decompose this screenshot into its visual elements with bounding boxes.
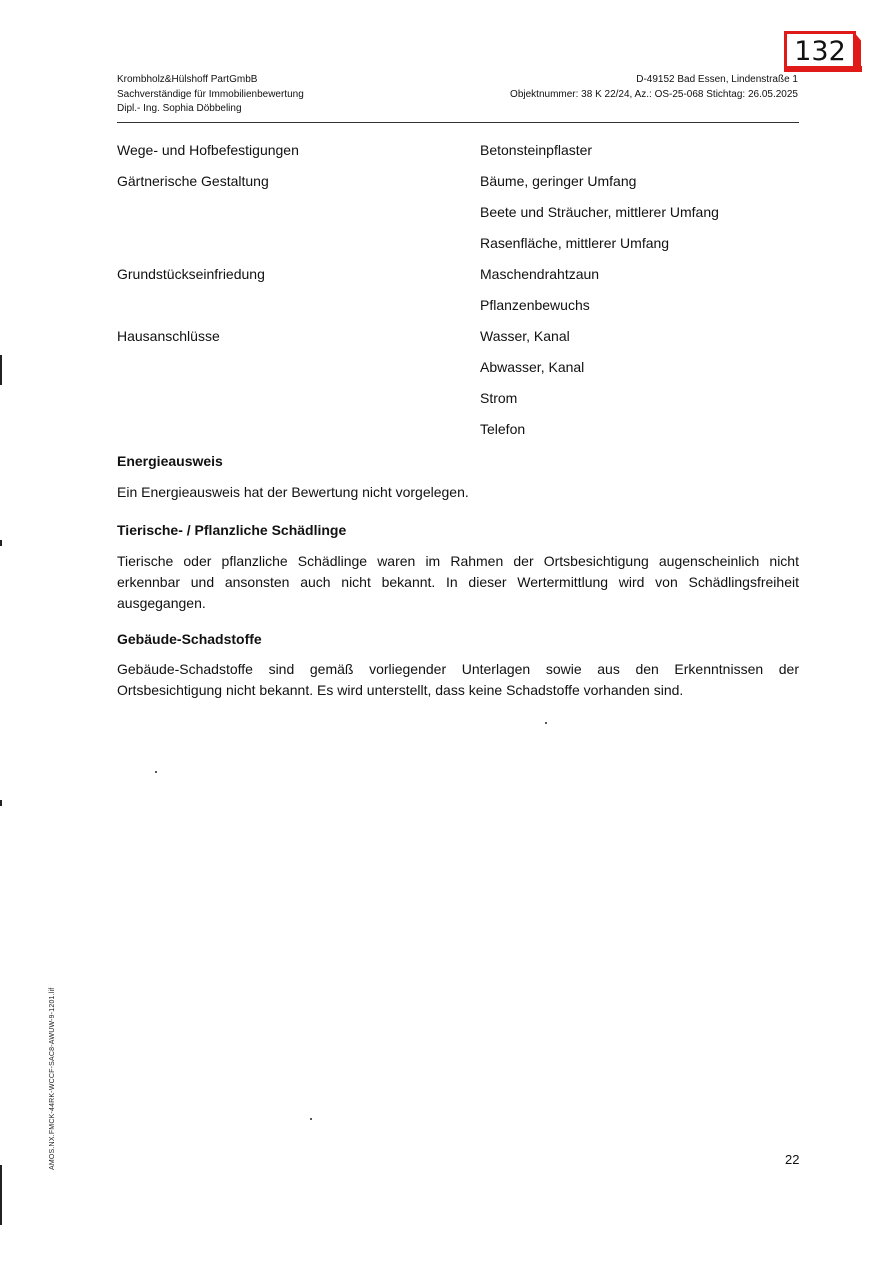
firm-subtitle: Sachverständige für Immobilienbewertung — [117, 88, 304, 100]
header-object-block — [510, 73, 798, 102]
scan-edge-mark — [0, 355, 2, 385]
scan-speck — [310, 1118, 312, 1120]
feature-label: Grundstückseinfriedung — [117, 266, 265, 282]
feature-value: Pflanzenbewuchs — [480, 297, 590, 313]
scan-edge-mark — [0, 1165, 2, 1225]
feature-value: Maschendrahtzaun — [480, 266, 600, 282]
scan-speck — [545, 722, 547, 724]
object-reference: Objektnummer: 38 K 22/24, Az.: OS-25-068 Stichtag: 26.05.2025 — [510, 88, 798, 100]
feature-value: Beete und Sträucher, mittlerer Umfang — [480, 204, 719, 220]
header-divider — [117, 122, 799, 123]
feature-value: Wasser, Kanal — [480, 328, 570, 344]
page-number: 22 — [785, 1152, 800, 1167]
section-heading-energy: Energieausweis — [117, 453, 223, 469]
section-text-pests: Tierische oder pflanzliche Schädlinge waren im Rahmen der Ortsbesichtigung augenscheinlich nicht erkennbar und ansonsten auch nicht bekannt. In dieser Wertermittlung wird von Schädlingsfreiheit ausgegangen. — [117, 553, 799, 611]
section-heading-pests: Tierische- / Pflanzliche Schädlinge — [117, 522, 347, 538]
document-id-code: AMOS.NX.FMCK-44RK-WCCF-SAC8-AWUW-9-1201.lif — [49, 987, 56, 1170]
scan-edge-mark — [0, 800, 2, 806]
section-text-pollutants: Gebäude-Schadstoffe sind gemäß vorliegender Unterlagen sowie aus den Erkenntnissen der Ortsbesichtigung nicht bekannt. Es wird unterstellt, dass keine Schadstoffe vorhanden sind. — [117, 661, 799, 698]
scan-edge-mark — [0, 540, 2, 546]
appraiser-name: Dipl.- Ing. Sophia Döbbeling — [117, 103, 242, 114]
feature-value: Bäume, geringer Umfang — [480, 173, 637, 189]
feature-value: Telefon — [480, 421, 526, 437]
feature-value: Abwasser, Kanal — [480, 359, 585, 375]
section-heading-pollutants: Gebäude-Schadstoffe — [117, 631, 262, 647]
badge-underline — [784, 66, 862, 72]
object-address: D-49152 Bad Essen, Lindenstraße 1 — [636, 74, 798, 85]
header-firm-block — [117, 73, 304, 117]
feature-label: Gärtnerische Gestaltung — [117, 173, 269, 189]
feature-label: Hausanschlüsse — [117, 328, 220, 344]
feature-value: Rasenfläche, mittlerer Umfang — [480, 235, 670, 251]
page-badge: 132 — [784, 31, 856, 71]
feature-label: Wege- und Hofbefestigungen — [117, 142, 299, 158]
section-text-energy: Ein Energieausweis hat der Bewertung nicht vorgelegen. — [117, 484, 469, 500]
scan-speck — [155, 771, 157, 773]
feature-value: Betonsteinpflaster — [480, 142, 593, 158]
firm-name: Krombholz&Hülshoff PartGmbB — [117, 74, 258, 85]
feature-value: Strom — [480, 390, 518, 406]
